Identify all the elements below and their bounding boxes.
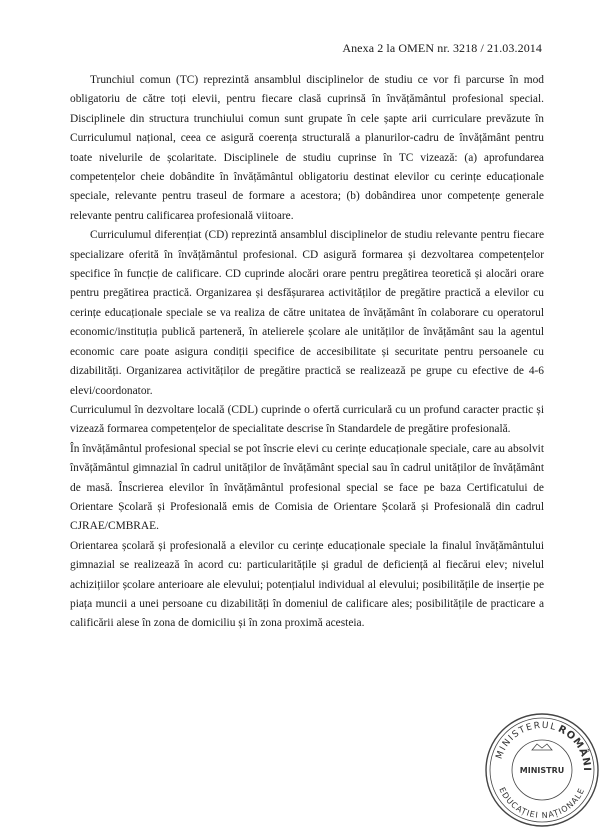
svg-text:EDUCAȚIEI NAȚIONALE: [497, 786, 586, 820]
document-body: [70, 71, 544, 634]
stamp-center-text: MINISTRU: [519, 766, 565, 775]
paragraph-orientare: Orientarea școlară și profesională a elevilor cu cerințe educaționale speciale la finalul învățământului gimnazial se realizează în acord cu: particularitățile și gradul de deficiență al fiecărui elev; nivelul achizițiilor școlare anterioare ale elevului; potențialul individual al elevului; posibilitățile de inserție pe piața muncii a unei persoane cu dizabilități în domeniul de calificare ales; posibilitățile de practicare a calificării alese în zona de domiciliu și în zona proximă acesteia.: [70, 539, 544, 630]
stamp-seal-icon: [482, 710, 600, 830]
stamp-top-text: MINISTERUL: [494, 720, 558, 761]
annex-reference: Anexa 2 la OMEN nr. 3218 / 21.03.2014: [342, 41, 542, 55]
stamp-crown-icon: [532, 744, 552, 750]
stamp-country-text: ROMÂNI: [556, 723, 593, 773]
official-stamp: [482, 710, 600, 830]
stamp-bottom-text: EDUCAȚIEI NAȚIONALE: [497, 785, 587, 821]
paragraph-curriculum-diferentiat: Curriculumul diferențiat (CD) reprezintă ansamblul disciplinelor de studiu relevante pentru fiecare specializare oferită în învățământul profesional. CD asigură formarea și dezvoltarea competențelor specifice în funcție de calificare. CD cuprinde alocări orare pentru pregătirea teoretică și alocări orare pentru pregătirea practică. Organizarea și desfășurarea activităților de pregătire practică a elevilor cu cerințe educaționale speciale se va realiza de către unitatea de învățământ în colaborare cu operatorul economic/instituția publică parteneră, în atelierele școlare ale unităților de învățământ sau la agentul economic care poate asigura condiții specifice de accesibilitate și securitate pentru persoanele cu dizabilități. Organizarea activităților de pregătire practică se realizează pe grupe cu efective de 4-6 elevi/coordonator.: [70, 229, 544, 397]
paragraph-trunchi-comun: Trunchiul comun (TC) reprezintă ansamblul disciplinelor de studiu ce vor fi parcurse în mod obligatoriu de către toți elevii, pentru fiecare clasă cuprinsă în învățământul profesional special. Disciplinele din structura trunchiului comun sunt grupate în cele șapte arii curriculare prevăzute în Curriculumul național, ceea ce asigură coerența structurală a planurilor-cadru de învățământ pentru toate nivelurile de școlaritate. Disciplinele de studiu cuprinse în TC vizează: (a) aprofundarea competențelor cheie dobândite în învățământul obligatoriu destinat elevilor cu cerințe educaționale speciale, relevante pentru traseul de formare a acestora; (b) dobândirea unor competențe generale relevante pentru calificarea profesională viitoare.: [70, 74, 544, 222]
paragraph-inscriere: În învățământul profesional special se pot înscrie elevi cu cerințe educaționale speciale, care au absolvit învățământul gimnazial în cadrul unităților de învățământ special sau în cadrul unităților de învățământ de masă. Înscrierea elevilor în învățământul profesional special se face pe baza Certificatului de Orientare Școlară și Profesională emis de Comisia de Orientare Școlară și Profesională din cadrul CJRAE/CMBRAE.: [70, 442, 544, 533]
paragraph-cdl: Curriculumul în dezvoltare locală (CDL) cuprinde o ofertă curriculară cu un profund caracter practic și vizează formarea competențelor de specialitate descrise în Standardele de pregătire profesională.: [70, 403, 544, 436]
